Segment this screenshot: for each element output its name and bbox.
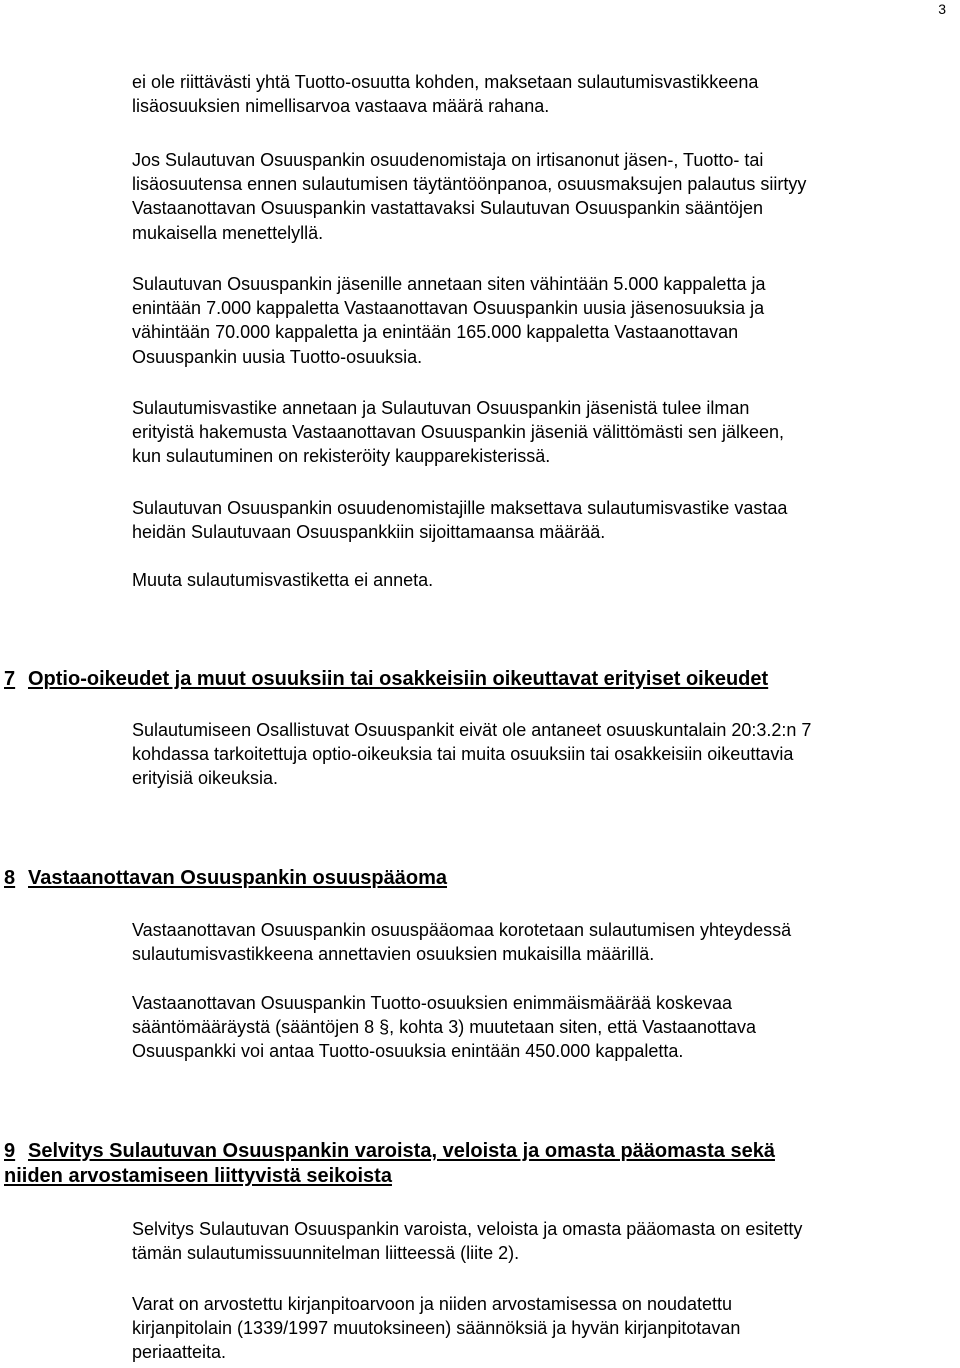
section-8-heading <box>4 866 944 891</box>
section-8-title: Vastaanottavan Osuuspankin osuuspääoma <box>28 867 448 889</box>
section-9-title-line-1: Selvitys Sulautuvan Osuuspankin varoista, veloista ja omasta pääomasta sekä <box>28 1140 775 1162</box>
section-7-paragraph: Sulautumiseen Osallistuvat Osuuspankit eivät ole antaneet osuuskuntalain 20:3.2:n 7 kohdassa tarkoitettuja optio-oikeuksia tai muita osuuksiin tai osakkeisiin oikeuttavia erityisiä oikeuksia. <box>132 720 812 789</box>
section-7-title: Optio-oikeudet ja muut osuuksiin tai osakkeisiin oikeuttavat erityiset oikeudet <box>28 668 769 690</box>
section-9-heading <box>4 1139 944 1189</box>
paragraph-share-refund: Jos Sulautuvan Osuuspankin osuudenomistaja on irtisanonut jäsen-, Tuotto- tai lisäosuutensa ennen sulautumisen täytäntöönpanoa, osuusmaksujen palautus siirtyy Vastaanottavan Osuuspankin vastattavaksi Sulautuvan Osuuspankin sääntöjen mukaisella menettelyllä. <box>132 150 807 243</box>
section-7-number: 7 <box>4 668 16 690</box>
paragraph-share-amounts: Sulautuvan Osuuspankin jäsenille annetaan siten vähintään 5.000 kappaletta ja enintään 7.000 kappaletta Vastaanottavan Osuuspankin uusia jäsenosuuksia ja vähintään 70.000 kappaletta ja enintään 165.000 kappaletta Vastaanottavan Osuuspankin uusia Tuotto-osuuksia. <box>132 274 766 367</box>
section-9-title-line-2: niiden arvostamiseen liittyvistä seikoista <box>4 1165 392 1187</box>
section-8-paragraph-2: Vastaanottavan Osuuspankin Tuotto-osuuksien enimmäismäärää koskevaa sääntömääräystä (sääntöjen 8 §, kohta 3) muutetaan siten, että Vastaanottava Osuuspankki voi antaa Tuotto-osuuksia enintään 450.000 kappaletta. <box>132 993 757 1062</box>
section-7-heading <box>4 667 944 692</box>
paragraph-consideration-equivalence: Sulautuvan Osuuspankin osuudenomistajille maksettava sulautumisvastike vastaa heidän Sulautuvaan Osuuspankkiin sijoittamaansa määrää. <box>132 498 788 543</box>
section-9-paragraph-2: Varat on arvostettu kirjanpitoarvoon ja niiden arvostamisessa on noudatettu kirjanpitolain (1339/1997 muutoksineen) säännöksiä ja hyvän kirjanpitotavan periaatteita. <box>132 1294 741 1363</box>
section-8-number: 8 <box>4 867 16 889</box>
section-8-paragraph-1: Vastaanottavan Osuuspankin osuuspääomaa korotetaan sulautumisen yhteydessä sulautumisvastikkeena annettavien osuuksien mukaisilla määrillä. <box>132 920 792 965</box>
paragraph-membership-transfer: Sulautumisvastike annetaan ja Sulautuvan Osuuspankin jäsenistä tulee ilman erityistä hakemusta Vastaanottavan Osuuspankin jäseniä välittömästi sen jälkeen, kun sulautuminen on rekisteröity kaupparekisterissä. <box>132 398 785 467</box>
paragraph-no-other-consideration: Muuta sulautumisvastiketta ei anneta. <box>132 570 434 590</box>
section-9-paragraph-1: Selvitys Sulautuvan Osuuspankin varoista, veloista ja omasta pääomasta on esitetty tämän sulautumissuunnitelman liitteessä (liite 2). <box>132 1219 803 1264</box>
page-number: 3 <box>938 1 946 17</box>
paragraph-merger-consideration-cash: ei ole riittävästi yhtä Tuotto-osuutta kohden, maksetaan sulautumisvastikkeena lisäosuuksien nimellisarvoa vastaava määrä rahana. <box>132 72 759 117</box>
section-9-number: 9 <box>4 1140 16 1162</box>
